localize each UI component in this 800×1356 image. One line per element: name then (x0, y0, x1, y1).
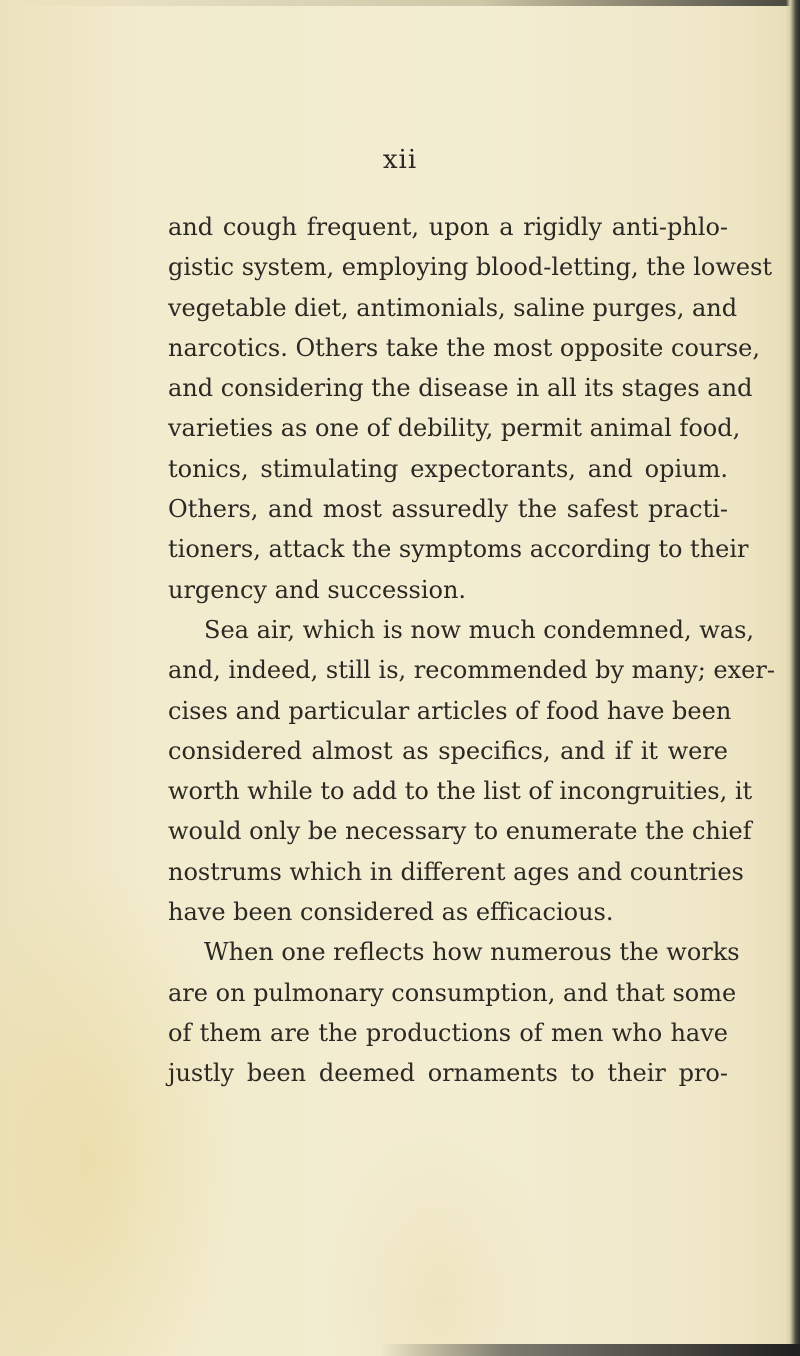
text-line: narcotics. Others take the most opposite course, (168, 333, 760, 362)
text-line: urgency and succession. (168, 575, 467, 604)
text-line: vegetable diet, antimonials, saline purges, and (168, 293, 738, 322)
text-line: tioners, attack the symptoms according to their (168, 535, 749, 564)
page-number: xii (382, 145, 418, 175)
text-line: and considering the disease in all its stages and (168, 374, 753, 403)
page-bottom-shadow (380, 1344, 800, 1356)
page-right-shadow (786, 0, 800, 1356)
text-line: cises and particular articles of food have been (168, 696, 732, 725)
text-line: would only be necessary to enumerate the chief (168, 817, 752, 846)
text-line: are on pulmonary consumption, and that some (168, 978, 737, 1007)
text-line: When one reflects how numerous the works (204, 938, 740, 967)
text-line: Others, and most assuredly the safest practi- (168, 495, 728, 524)
text-line: Sea air, which is now much condemned, was, (204, 615, 755, 644)
text-line: varieties as one of debility, permit animal food, (168, 414, 741, 443)
text-line: worth while to add to the list of incongruities, it (168, 777, 753, 806)
text-line: gistic system, employing blood-letting, the lowest (168, 253, 773, 282)
text-line: tonics, stimulating expectorants, and opium. (168, 454, 728, 483)
text-line: of them are the productions of men who have (168, 1018, 728, 1047)
page-top-shadow (0, 0, 800, 6)
text-line: and, indeed, still is, recommended by many; exer- (168, 656, 775, 685)
text-line: considered almost as specifics, and if it were (168, 736, 728, 765)
body-text (168, 207, 775, 1094)
text-line: nostrums which in different ages and countries (168, 857, 744, 886)
text-line: justly been deemed ornaments to their pro- (168, 1059, 728, 1088)
text-line: have been considered as efficacious. (168, 898, 614, 927)
text-line: and cough frequent, upon a rigidly anti-phlo- (168, 213, 728, 241)
